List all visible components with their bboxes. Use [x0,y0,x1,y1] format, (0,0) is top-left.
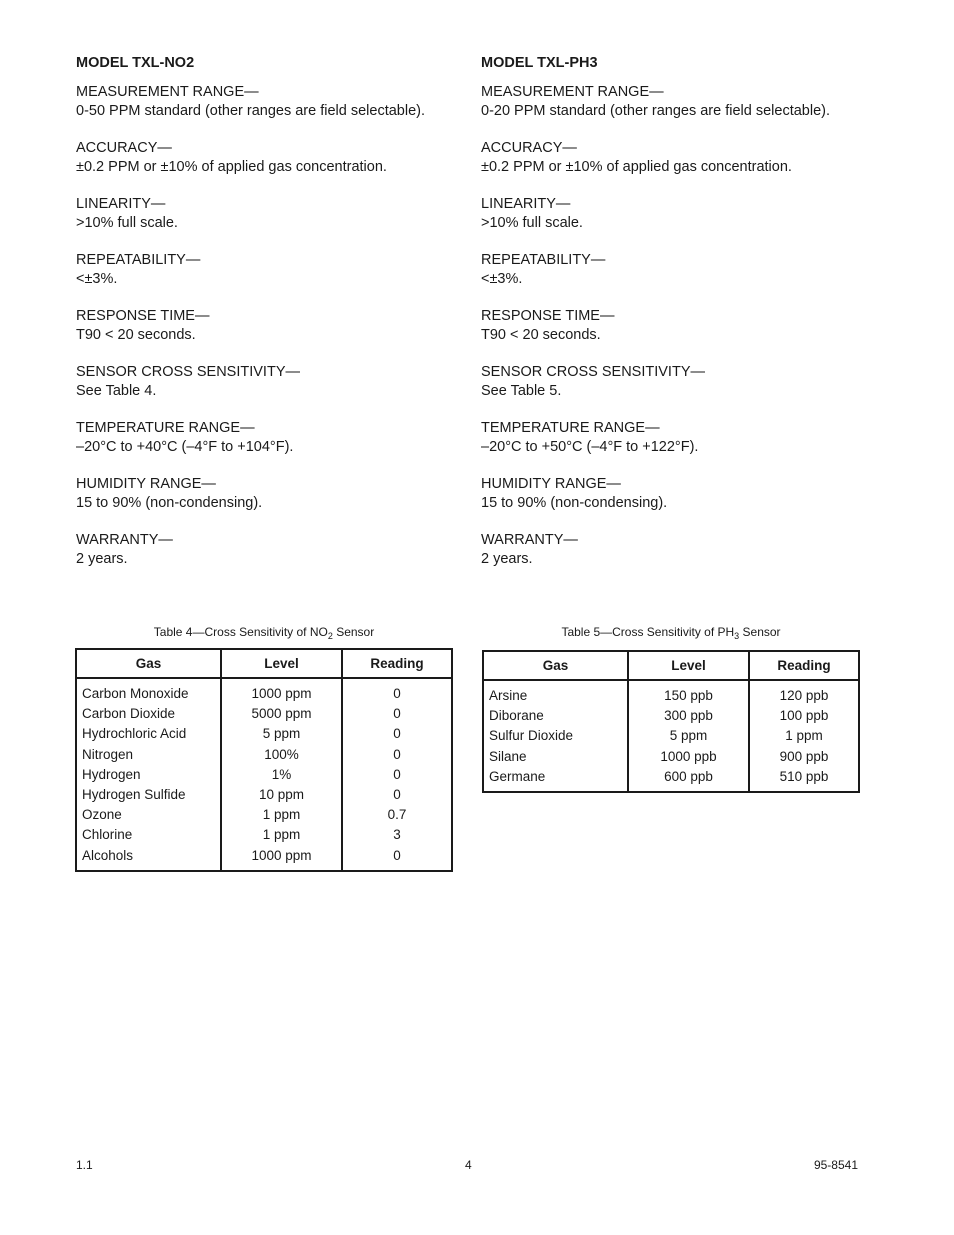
reading-cell: 510 ppb [749,767,859,792]
right-spec-column [481,54,881,587]
level-cell: 10 ppm [221,785,342,805]
caption-text: Sensor [739,625,781,639]
table-row [483,767,859,792]
spec-label: LINEARITY— [481,196,571,212]
spec-value: See Table 4. [76,383,157,399]
table-row [76,805,452,825]
gas-cell: Hydrochloric Acid [82,726,187,742]
cross-sensitivity-table [482,650,860,793]
spec-item [76,195,476,233]
column-header-level: Level [221,649,342,678]
cross-sensitivity-table [75,648,453,872]
spec-item [481,307,881,345]
spec-item [481,419,881,457]
table-row [76,825,452,845]
spec-item [76,363,476,401]
spec-item [76,251,476,289]
column-header-level: Level [628,651,749,680]
reading-cell: 0 [342,704,452,724]
level-cell: 1000 ppm [221,846,342,871]
reading-cell: 0 [342,745,452,765]
left-spec-column [76,54,476,587]
table-header-row [483,651,859,680]
table-row [483,747,859,767]
gas-cell: Alcohols [82,847,134,863]
reading-cell: 100 ppb [749,706,859,726]
level-cell: 1 ppm [221,825,342,845]
table-row [76,785,452,805]
spec-label: MEASUREMENT RANGE— [76,84,259,100]
spec-value: 0-50 PPM standard (other ranges are field selectable). [76,103,425,119]
spec-item [481,139,881,177]
reading-cell: 0 [342,765,452,785]
spec-value: >10% full scale. [76,215,178,231]
spec-label: LINEARITY— [76,196,166,212]
page-number: 4 [465,1158,472,1172]
spec-label: TEMPERATURE RANGE— [481,420,660,436]
level-cell: 1 ppm [221,805,342,825]
reading-cell: 0 [342,846,452,871]
reading-cell: 3 [342,825,452,845]
table-row [483,726,859,746]
level-cell: 5 ppm [221,724,342,744]
document-number: 95-8541 [813,1158,858,1172]
spec-list [76,83,476,569]
spec-value: 0-20 PPM standard (other ranges are field selectable). [481,103,830,119]
gas-cell: Carbon Dioxide [82,706,176,722]
gas-cell: Germane [489,768,546,784]
caption-subscript: 3 [734,631,740,641]
table-header-row [76,649,452,678]
gas-cell: Nitrogen [82,746,134,762]
reading-cell: 0.7 [342,805,452,825]
reading-cell: 900 ppb [749,747,859,767]
spec-value: 15 to 90% (non-condensing). [481,495,668,511]
table-caption [482,624,860,644]
model-title: MODEL TXL-NO2 [76,55,195,71]
column-header-gas: Gas [483,651,628,680]
spec-label: REPEATABILITY— [481,252,606,268]
caption-text: Table 5—Cross Sensitivity of PH [561,625,735,639]
table-row [483,680,859,706]
spec-item [481,475,881,513]
spec-label: HUMIDITY RANGE— [76,476,216,492]
spec-value: ±0.2 PPM or ±10% of applied gas concentration. [76,159,387,175]
spec-label: ACCURACY— [76,140,172,156]
column-header-reading: Reading [342,649,452,678]
gas-cell: Diborane [489,708,544,724]
gas-cell: Arsine [489,688,528,703]
spec-value: See Table 5. [481,383,562,399]
spec-label: REPEATABILITY— [76,252,201,268]
spec-item [76,531,476,569]
table-row [483,706,859,726]
spec-list [481,83,881,569]
level-cell: 5000 ppm [221,704,342,724]
spec-label: ACCURACY— [481,140,577,156]
spec-label: SENSOR CROSS SENSITIVITY— [76,364,300,380]
table-4-block [75,624,453,872]
level-cell: 600 ppb [628,767,749,792]
spec-item [76,475,476,513]
level-cell: 1000 ppb [628,747,749,767]
spec-label: RESPONSE TIME— [76,308,210,324]
spec-item [76,83,476,121]
spec-label: WARRANTY— [481,532,578,548]
table-row [76,765,452,785]
gas-cell: Carbon Monoxide [82,686,189,701]
spec-value: T90 < 20 seconds. [481,327,601,343]
reading-cell: 0 [342,678,452,704]
spec-value: –20°C to +40°C (–4°F to +104°F). [76,439,294,455]
spec-item [481,251,881,289]
level-cell: 150 ppb [628,680,749,706]
spec-label: SENSOR CROSS SENSITIVITY— [481,364,705,380]
table-row [76,745,452,765]
reading-cell: 0 [342,785,452,805]
spec-value: T90 < 20 seconds. [76,327,196,343]
spec-item [481,531,881,569]
spec-item [76,307,476,345]
spec-value: 2 years. [76,551,128,567]
spec-value: 15 to 90% (non-condensing). [76,495,263,511]
table-row [76,704,452,724]
table-row [76,846,452,871]
gas-cell: Sulfur Dioxide [489,728,574,744]
model-title: MODEL TXL-PH3 [481,55,598,71]
reading-cell: 120 ppb [749,680,859,706]
level-cell: 1000 ppm [221,678,342,704]
level-cell: 100% [221,745,342,765]
gas-cell: Chlorine [82,827,133,843]
spec-label: MEASUREMENT RANGE— [481,84,664,100]
spec-value: ±0.2 PPM or ±10% of applied gas concentration. [481,159,792,175]
spec-item [481,83,881,121]
caption-subscript: 2 [327,631,333,641]
spec-item [481,363,881,401]
spec-item [76,419,476,457]
reading-cell: 0 [342,724,452,744]
level-cell: 300 ppb [628,706,749,726]
gas-cell: Hydrogen [82,766,141,782]
spec-label: RESPONSE TIME— [481,308,615,324]
spec-value: 2 years. [481,551,533,567]
table-caption [75,624,453,644]
column-header-reading: Reading [749,651,859,680]
spec-value: –20°C to +50°C (–4°F to +122°F). [481,439,699,455]
table-row [76,678,452,704]
gas-cell: Ozone [82,807,122,823]
gas-cell: Silane [489,748,527,764]
spec-label: WARRANTY— [76,532,173,548]
caption-text: Sensor [332,625,375,639]
level-cell: 5 ppm [628,726,749,746]
table-row [76,724,452,744]
spec-value: <±3%. [76,271,118,287]
spec-label: TEMPERATURE RANGE— [76,420,255,436]
spec-value: <±3%. [481,271,523,287]
spec-item [76,139,476,177]
spec-item [481,195,881,233]
column-header-gas: Gas [76,649,221,678]
gas-cell: Hydrogen Sulfide [82,787,186,803]
table-5-block [482,624,860,793]
reading-cell: 1 ppm [749,726,859,746]
level-cell: 1% [221,765,342,785]
spec-value: >10% full scale. [481,215,583,231]
revision-number: 1.1 [76,1158,93,1172]
caption-text: Table 4—Cross Sensitivity of NO [153,625,328,639]
spec-label: HUMIDITY RANGE— [481,476,621,492]
